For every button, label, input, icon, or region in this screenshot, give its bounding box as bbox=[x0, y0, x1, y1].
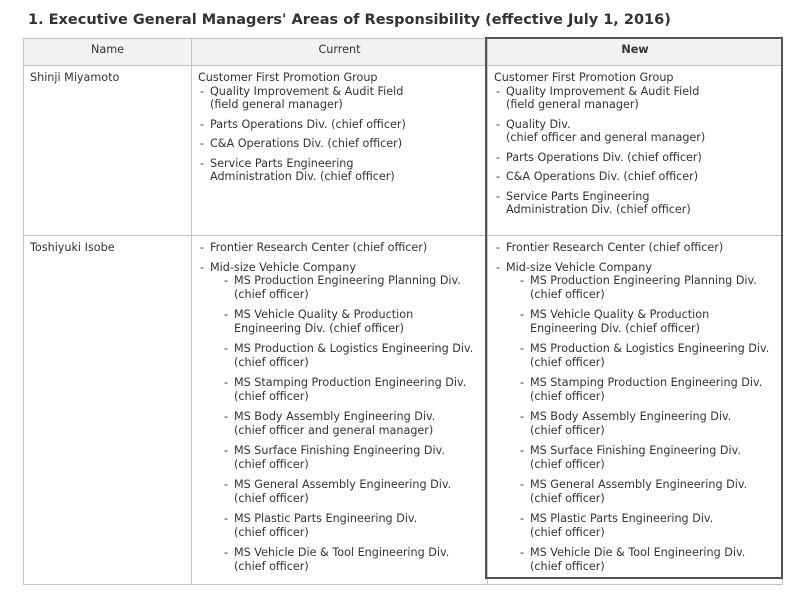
sub-list-item bbox=[518, 444, 778, 471]
group-label: Customer First Promotion Group bbox=[198, 71, 378, 84]
item-line: (chief officer and general manager) bbox=[234, 423, 434, 437]
sub-list-item bbox=[518, 376, 778, 403]
item-line: (chief officer) bbox=[530, 287, 605, 301]
item-line: - MS Plastic Parts Engineering Div. bbox=[530, 512, 714, 525]
header-name: Name bbox=[24, 39, 192, 66]
item-line: Administration Div. (chief officer) bbox=[210, 170, 395, 183]
sub-list-item bbox=[518, 478, 778, 505]
list-item bbox=[494, 151, 778, 165]
item-line: - MS Vehicle Quality & Production bbox=[234, 308, 414, 321]
responsibility-list bbox=[198, 85, 483, 184]
responsibility-list bbox=[494, 241, 778, 573]
item-line: - MS Vehicle Die & Tool Engineering Div. bbox=[530, 546, 746, 559]
table-header-row bbox=[24, 39, 783, 66]
item-line: (chief officer) bbox=[234, 491, 309, 505]
item-line: - MS Production & Logistics Engineering Div. bbox=[530, 342, 770, 355]
item-line: (chief officer) bbox=[234, 287, 309, 301]
item-line: (chief officer) bbox=[234, 389, 309, 403]
item-line: (chief officer) bbox=[530, 457, 605, 471]
item-line: - Frontier Research Center (chief officer) bbox=[506, 241, 724, 254]
item-line: Engineering Div. (chief officer) bbox=[530, 321, 701, 335]
responsibility-list bbox=[198, 241, 483, 573]
new-cell bbox=[488, 66, 783, 236]
list-item bbox=[494, 261, 778, 574]
sub-list-item bbox=[518, 308, 778, 335]
page-title: 1. Executive General Managers' Areas of Responsibility (effective July 1, 2016) bbox=[28, 12, 671, 28]
new-cell bbox=[488, 236, 783, 585]
item-line: - Parts Operations Div. (chief officer) bbox=[506, 150, 702, 164]
item-line: - MS Surface Finishing Engineering Div. bbox=[234, 444, 445, 457]
item-line: (chief officer) bbox=[530, 389, 605, 403]
list-item bbox=[198, 118, 483, 132]
header-new: New bbox=[488, 39, 783, 66]
item-line: (chief officer) bbox=[234, 355, 309, 369]
item-line: - MS Body Assembly Engineering Div. bbox=[234, 410, 436, 423]
list-item bbox=[494, 85, 778, 112]
item-line: - MS General Assembly Engineering Div. bbox=[530, 478, 748, 491]
item-line: - Service Parts Engineering bbox=[506, 189, 650, 203]
item-line: (chief officer) bbox=[530, 559, 605, 573]
header-current: Current bbox=[192, 39, 488, 66]
sub-list-item bbox=[222, 478, 483, 505]
responsibilities-table bbox=[23, 38, 783, 585]
item-line: - MS Body Assembly Engineering Div. bbox=[530, 410, 732, 423]
item-line: - C&A Operations Div. (chief officer) bbox=[210, 137, 403, 150]
sub-list-item bbox=[222, 410, 483, 437]
item-line: - MS Stamping Production Engineering Div. bbox=[234, 376, 467, 389]
sub-list-item bbox=[518, 410, 778, 437]
list-item bbox=[494, 241, 778, 255]
item-line: - MS Surface Finishing Engineering Div. bbox=[530, 444, 741, 457]
item-line: - Quality Div. bbox=[506, 117, 571, 131]
list-item bbox=[198, 137, 483, 151]
list-item bbox=[494, 170, 778, 184]
list-item bbox=[198, 85, 483, 112]
sub-list-item bbox=[222, 512, 483, 539]
item-line: - Parts Operations Div. (chief officer) bbox=[210, 117, 406, 131]
item-line: Administration Div. (chief officer) bbox=[506, 203, 691, 216]
sub-list-item bbox=[518, 342, 778, 369]
item-line: Engineering Div. (chief officer) bbox=[234, 321, 405, 335]
item-line: - C&A Operations Div. (chief officer) bbox=[506, 170, 699, 183]
sub-list-item bbox=[518, 546, 778, 573]
item-line: (field general manager) bbox=[506, 98, 639, 111]
item-line: - MS Production Engineering Planning Div. bbox=[234, 274, 461, 287]
item-line: - Frontier Research Center (chief officer) bbox=[210, 241, 428, 254]
item-line: (chief officer) bbox=[530, 355, 605, 369]
item-line: - Mid-size Vehicle Company bbox=[210, 260, 356, 274]
sub-list bbox=[210, 274, 483, 573]
sub-list-item bbox=[222, 546, 483, 573]
table-row bbox=[24, 236, 783, 585]
list-item bbox=[198, 241, 483, 255]
item-line: (chief officer) bbox=[530, 423, 605, 437]
item-line: (chief officer) bbox=[530, 491, 605, 505]
name-cell: Toshiyuki Isobe bbox=[24, 236, 192, 585]
item-line: (chief officer) bbox=[530, 525, 605, 539]
item-line: - Mid-size Vehicle Company bbox=[506, 260, 652, 274]
sub-list-item bbox=[222, 342, 483, 369]
list-item bbox=[198, 261, 483, 574]
list-item bbox=[494, 118, 778, 145]
sub-list-item bbox=[518, 274, 778, 301]
item-line: (chief officer) bbox=[234, 559, 309, 573]
responsibility-list bbox=[494, 85, 778, 217]
item-line: - MS Stamping Production Engineering Div. bbox=[530, 376, 763, 389]
item-line: (chief officer and general manager) bbox=[506, 131, 706, 144]
name-cell: Shinji Miyamoto bbox=[24, 66, 192, 236]
sub-list-item bbox=[518, 512, 778, 539]
sub-list-item bbox=[222, 308, 483, 335]
item-line: (chief officer) bbox=[234, 457, 309, 471]
current-cell bbox=[192, 236, 488, 585]
item-line: - Quality Improvement & Audit Field bbox=[210, 84, 404, 98]
item-line: - MS Vehicle Die & Tool Engineering Div. bbox=[234, 546, 450, 559]
item-line: - MS Vehicle Quality & Production bbox=[530, 308, 710, 321]
group-label: Customer First Promotion Group bbox=[494, 71, 674, 84]
item-line: - Quality Improvement & Audit Field bbox=[506, 84, 700, 98]
list-item bbox=[494, 190, 778, 217]
item-line: - Service Parts Engineering bbox=[210, 156, 354, 170]
sub-list-item bbox=[222, 274, 483, 301]
sub-list-item bbox=[222, 444, 483, 471]
item-line: - MS Plastic Parts Engineering Div. bbox=[234, 512, 418, 525]
item-line: - MS General Assembly Engineering Div. bbox=[234, 478, 452, 491]
sub-list-item bbox=[222, 376, 483, 403]
table-row bbox=[24, 66, 783, 236]
item-line: (field general manager) bbox=[210, 98, 343, 111]
item-line: - MS Production Engineering Planning Div. bbox=[530, 274, 757, 287]
item-line: (chief officer) bbox=[234, 525, 309, 539]
current-cell bbox=[192, 66, 488, 236]
sub-list bbox=[506, 274, 778, 573]
list-item bbox=[198, 157, 483, 184]
item-line: - MS Production & Logistics Engineering Div. bbox=[234, 342, 474, 355]
